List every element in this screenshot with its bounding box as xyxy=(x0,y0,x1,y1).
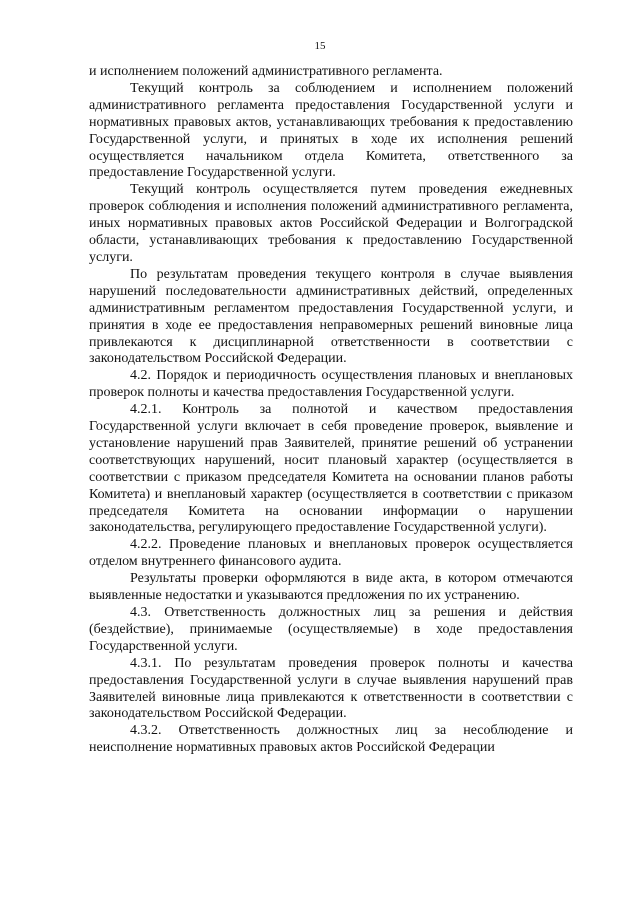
paragraph: и исполнением положений административного регламента. xyxy=(89,64,443,79)
paragraph: 4.3. Ответственность должностных лиц за решения и действия (бездействие), принимаемые (осуществляемые) в ходе предоставления Государственной услуги. xyxy=(89,605,573,654)
paragraph: 4.2.2. Проведение плановых и внеплановых проверок осуществляется отделом внутреннего финансового аудита. xyxy=(89,537,573,570)
paragraph: По результатам проведения текущего контроля в случае выявления нарушений последовательности административных действий, определенных административным регламентом предоставления Государственной услуги, и принятия в ходе ее предоставления неправомерных решений виновные лица привлекаются к дисциплинарной ответственности в соответствии с законодательством Российской Федерации. xyxy=(89,266,573,367)
body-text xyxy=(89,64,573,757)
paragraph: 4.3.1. По результатам проведения проверок полноты и качества предоставления Государственной услуги в случае выявления нарушений прав Заявителей виновные лица привлекаются к ответственности в соответствии с законодательством Российской Федерации. xyxy=(89,655,573,722)
paragraph: Результаты проверки оформляются в виде акта, в котором отмечаются выявленные недостатки и указываются предложения по их устранению. xyxy=(89,571,573,604)
paragraph: 4.2.1. Контроль за полнотой и качеством предоставления Государственной услуги включает в себя проведение проверок, выявление и установление нарушений прав Заявителей, принятие решений об устранении соответствующих нарушений, носит плановый характер (осуществляется в соответствии с приказом председателя Комитета на основании планов работы Комитета) и внеплановый характер (осуществляется в соответствии с приказом председателя Комитета на основании информации о нарушении законодательства, регулирующего предоставление Государственной услуги). xyxy=(89,402,573,536)
paragraph: 4.3.2. Ответственность должностных лиц за несоблюдение и неисполнение нормативных правовых актов Российской Федерации xyxy=(89,723,573,756)
paragraph: Текущий контроль за соблюдением и исполнением положений административного регламента предоставления Государственной услуги и нормативных правовых актов, устанавливающих требования к предоставлению Государственной услуги, и принятых в ходе их исполнения решений осуществляется начальником отдела Комитета, ответственного за предоставление Государственной услуги. xyxy=(89,80,573,181)
page-number: 15 xyxy=(314,40,326,52)
paragraph: 4.2. Порядок и периодичность осуществления плановых и внеплановых проверок полноты и качества предоставления Государственной услуги. xyxy=(89,368,573,401)
paragraph: Текущий контроль осуществляется путем проведения ежедневных проверок соблюдения и исполнения положений административного регламента, иных нормативных правовых актов Российской Федерации и Волгоградской области, устанавливающих требования к предоставлению Государственной услуги. xyxy=(89,182,573,265)
